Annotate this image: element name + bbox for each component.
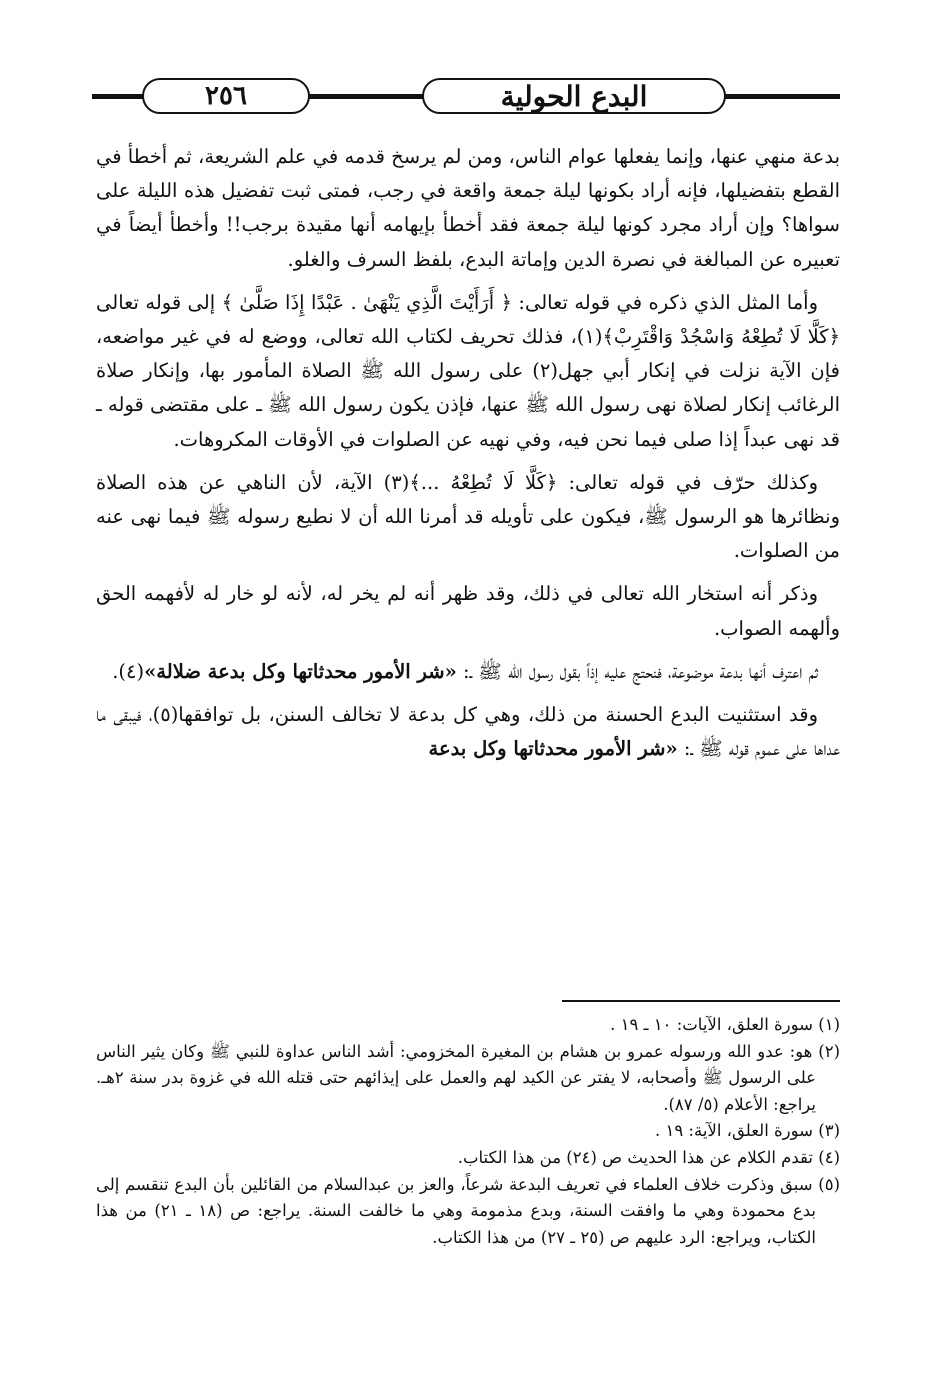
paragraph-6-text: وقد استثنيت البدع الحسنة من ذلك، وهي كل بدعة لا تخالف السنن، بل توافقها(٥)، فيبقى ما عداها على عموم قوله ﷺ ـ: <box>96 703 840 761</box>
paragraph-6 <box>96 698 840 766</box>
header-rule-left <box>92 94 144 99</box>
footnote-1: (١) سورة العلق، الآيات: ١٠ ـ ١٩ . <box>610 1015 840 1034</box>
header-rule-middle <box>306 94 424 99</box>
running-title: البدع الحولية <box>422 78 726 114</box>
main-text <box>96 140 840 775</box>
footnote-3: (٣) سورة العلق، الآية: ١٩ . <box>654 1121 840 1141</box>
footnote-2: (٢) هو: عدو الله ورسوله عمرو بن هشام بن المغيرة المخزومي: أشد الناس عداوة للنبي ﷺ وكان يثير الناس على الرسول ﷺ وأصحابه، لا يفتر عن الكيد لهم والعمل على إيذائهم حتى قتله الله في غزوة بدر سنة ٢هـ. يراجع: الأعلام (٥/ ٨٧). <box>96 1041 840 1114</box>
footnote-divider <box>562 1000 840 1002</box>
footnotes <box>96 1012 840 1251</box>
paragraph-5-text: ثم اعترف أنها بدعة موضوعة، فنحتج عليه إذاً بقول رسول الله ﷺ ـ: <box>456 659 818 683</box>
paragraph-3: وكذلك حرّف في قوله تعالى: ﴿كَلَّا لَا تُطِعْهُ ...﴾(٣) الآية، لأن الناهي عن هذه الصلاة ونظائرها هو الرسول ﷺ، فيكون على تأويله قد أمرنا الله أن لا نطيع رسوله ﷺ فيما نهى عنه من الصلوات. <box>96 470 840 563</box>
paragraph-2: وأما المثل الذي ذكره في قوله تعالى: ﴿ أَرَأَيْتَ الَّذِي يَنْهَىٰ . عَبْدًا إِذَا صَلَّىٰ ﴾ إلى قوله تعالى ﴿كَلَّا لَا تُطِعْهُ وَاسْجُدْ وَاقْتَرِبْ﴾(١)، فذلك تحريف لكتاب الله تعالى، ووضع له في غير مواضعه، فإن الآية نزلت في إنكار أبي جهل(٢) على رسول الله ﷺ الصلاة المأمور بها، وإنكار صلاة الرغائب إنكار لصلاة نهى رسول الله ﷺ عنها، فإذن يكون رسول الله ﷺ ـ على مقتضى قوله ـ قد نهى عبداً إذا صلى فيما نحن فيه، وفي نهيه عن الصلوات في الأوقات المكروهات. <box>96 290 840 451</box>
paragraph-5 <box>96 655 840 689</box>
page-header <box>92 72 840 122</box>
hadith-quote-1: «شر الأمور محدثاتها وكل بدعة ضلالة» <box>144 659 457 683</box>
hadith-quote-2: «شر الأمور محدثاتها وكل بدعة <box>428 737 678 761</box>
paragraph-4: وذكر أنه استخار الله تعالى في ذلك، وقد ظهر أنه لم يخر له، لأنه لو خار له لأفهمه الحق وألهمه الصواب. <box>96 582 840 640</box>
footnote-4: (٤) تقدم الكلام عن هذا الحديث ص (٢٤) من هذا الكتاب. <box>457 1147 840 1167</box>
header-rule-right <box>724 94 840 99</box>
page-number: ٢٥٦ <box>142 78 310 114</box>
paragraph-1: بدعة منهي عنها، وإنما يفعلها عوام الناس، ومن لم يرسخ قدمه في علم الشريعة، ثم أخطأ في القطع بتفضيلها، فإنه أراد بكونها ليلة جمعة واقعة في رجب، فمتى ثبت تفضيل هذه الليلة على سواها؟ وإن أراد مجرد كونها ليلة جمعة فقد أخطأ بإيهامه أنها مقيدة برجب!! وأخطأ أيضاً في تعبيره عن المبالغة في نصرة الدين وإماتة البدع، بلفظ السرف والغلو. <box>96 145 840 271</box>
footnote-5: (٥) سبق وذكرت خلاف العلماء في تعريف البدعة شرعاً، والعز بن عبدالسلام من القائلين بأن البدع تنقسم إلى بدع محمودة وهي ما وافقت السنة، وبدع مذمومة وهي ما خالفت السنة. يراجع: ص (١٨ ـ ٢١) من هذا الكتاب، ويراجع: الرد عليهم ص (٢٥ ـ ٢٧) من هذا الكتاب. <box>96 1174 840 1247</box>
footnote-ref-4: (٤). <box>112 659 145 683</box>
